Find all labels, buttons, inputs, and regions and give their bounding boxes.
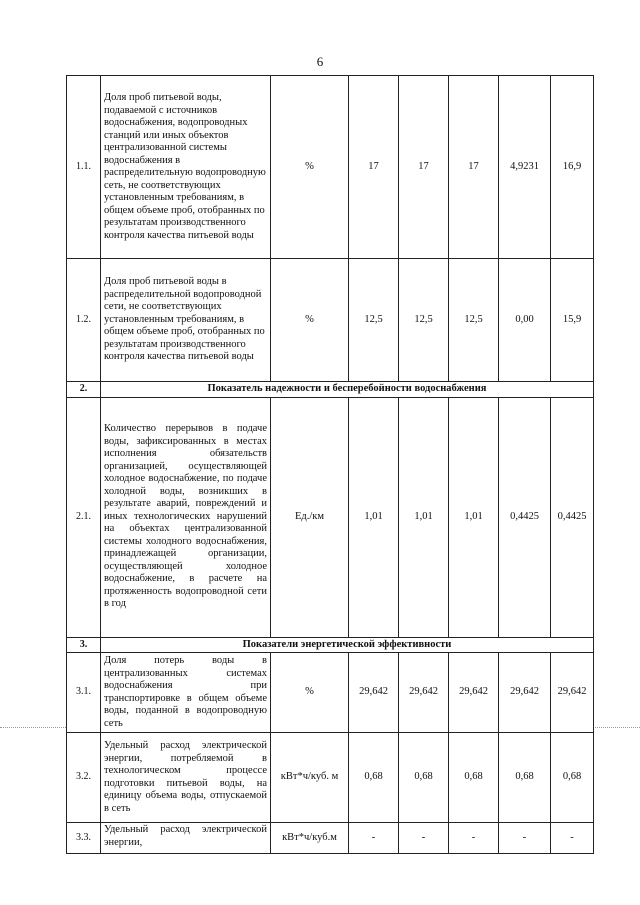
value-cell: 12,5 [349,259,399,382]
value-cell: 12,5 [399,259,449,382]
row-number: 3.3. [67,823,101,854]
indicators-table [66,75,594,854]
value-cell: - [449,823,499,854]
value-cell: - [349,823,399,854]
scan-artifact-line [593,727,640,728]
value-cell: 0,4425 [551,397,594,637]
indicator-description: Удельный расход электрической энергии, [101,823,271,854]
row-number: 2.1. [67,397,101,637]
indicator-description: Доля проб питьевой воды в распределительной водопроводной сети, не соответствующих установленным требованиям, в общем объеме проб, отобранных по результатам производственного контроля качества питьевой воды [101,259,271,382]
page-number: 6 [316,54,324,69]
value-cell: 0,68 [349,733,399,823]
unit-cell: % [271,76,349,259]
row-number: 1.2. [67,259,101,382]
indicator-description: Удельный расход электрической энергии, потребляемой в технологическом процессе подготовки питьевой воды, на единицу объема воды, отпускаемой в сеть [101,733,271,823]
row-number: 3.1. [67,653,101,733]
indicator-description: Доля потерь воды в централизованных системах водоснабжения при транспортировке в общем объеме воды, поданной в водопроводную сеть [101,653,271,733]
value-cell: 15,9 [551,259,594,382]
value-cell: 29,642 [349,653,399,733]
value-cell: 1,01 [349,397,399,637]
table-row [67,823,594,854]
value-cell: 0,68 [399,733,449,823]
unit-cell: % [271,259,349,382]
value-cell: 0,68 [551,733,594,823]
unit-cell: кВт*ч/куб.м [271,823,349,854]
table-row [67,733,594,823]
unit-cell: Ед./км [271,397,349,637]
value-cell: 12,5 [449,259,499,382]
value-cell: 17 [449,76,499,259]
table-row [67,76,594,259]
row-number: 1.1. [67,76,101,259]
value-cell: 29,642 [449,653,499,733]
indicator-description: Количество перерывов в подаче воды, зафиксированных в местах исполнения обязательств организацией, осуществляющей холодное водоснабжение, по подаче холодной воды, возникших в результате аварий, повреждений и иных технологических нарушений на объектах централизованной системы холодного водоснабжения, принадлежащей организации, осуществляющей холодное водоснабжение, в расчете на протяженность водопроводной сети в год [101,397,271,637]
value-cell: 1,01 [449,397,499,637]
section-title: Показатель надежности и бесперебойности водоснабжения [101,382,594,398]
value-cell: 4,9231 [499,76,551,259]
section-number: 2. [67,382,101,398]
scan-artifact-line [0,727,66,728]
value-cell: 16,9 [551,76,594,259]
section-header-row [67,637,594,653]
unit-cell: кВт*ч/куб. м [271,733,349,823]
value-cell: 0,00 [499,259,551,382]
value-cell: 0,4425 [499,397,551,637]
table-row [67,653,594,733]
unit-cell: % [271,653,349,733]
value-cell: 29,642 [399,653,449,733]
value-cell: 29,642 [551,653,594,733]
indicator-description: Доля проб питьевой воды, подаваемой с источников водоснабжения, водопроводных станций или иных объектов централизованной системы водоснабжения в распределительную водопроводную сеть, не соответствующих установленным требованиям, в общем объеме проб, отобранных по результатам производственного контроля качества питьевой воды [101,76,271,259]
value-cell: - [551,823,594,854]
value-cell: - [499,823,551,854]
value-cell: 0,68 [499,733,551,823]
value-cell: 29,642 [499,653,551,733]
section-number: 3. [67,637,101,653]
table-row [67,259,594,382]
value-cell: 17 [399,76,449,259]
value-cell: 0,68 [449,733,499,823]
value-cell: 17 [349,76,399,259]
section-title: Показатели энергетической эффективности [101,637,594,653]
section-header-row [67,382,594,398]
table-row [67,397,594,637]
value-cell: 1,01 [399,397,449,637]
value-cell: - [399,823,449,854]
row-number: 3.2. [67,733,101,823]
